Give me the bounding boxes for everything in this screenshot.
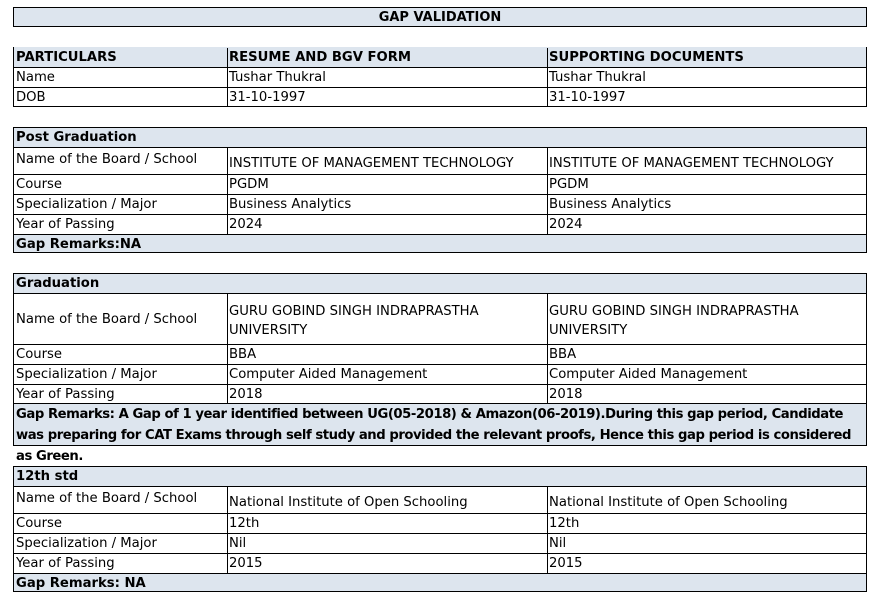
resume-value: Nil bbox=[227, 533, 547, 553]
row-label: Specialization / Major bbox=[14, 533, 227, 553]
gap-remarks: Gap Remarks: A Gap of 1 year identified between UG(05-2018) & Amazon(06-2019).During this gap period, Candidate was preparing for CAT Exams through self study and provided the relevant proofs, Hence this gap period is considered as Green. bbox=[14, 403, 866, 445]
section-heading: Graduation bbox=[14, 274, 866, 293]
docs-value: Business Analytics bbox=[547, 194, 866, 214]
resume-value: National Institute of Open Schooling bbox=[227, 486, 547, 513]
docs-value: 31-10-1997 bbox=[549, 90, 626, 105]
identity-table bbox=[13, 47, 867, 107]
page-title: GAP VALIDATION bbox=[13, 7, 867, 27]
col-docs-header: SUPPORTING DOCUMENTS bbox=[549, 50, 744, 65]
docs-value: Nil bbox=[547, 533, 866, 553]
resume-value: 2018 bbox=[227, 384, 547, 403]
resume-value: 2024 bbox=[227, 214, 547, 234]
docs-value: 2024 bbox=[547, 214, 866, 234]
resume-value: Business Analytics bbox=[227, 194, 547, 214]
resume-value: PGDM bbox=[227, 174, 547, 194]
docs-value: 12th bbox=[547, 513, 866, 533]
section-heading: 12th std bbox=[14, 467, 866, 486]
graduation-section bbox=[13, 273, 867, 464]
docs-value: Computer Aided Management bbox=[547, 364, 866, 384]
col-resume-header: RESUME AND BGV FORM bbox=[229, 50, 412, 65]
row-label: Course bbox=[14, 174, 227, 194]
docs-value: National Institute of Open Schooling bbox=[547, 486, 866, 513]
resume-value: Computer Aided Management bbox=[227, 364, 547, 384]
gap-remarks: Gap Remarks:NA bbox=[14, 234, 866, 252]
docs-value: GURU GOBIND SINGH INDRAPRASTHA UNIVERSITY bbox=[547, 293, 866, 344]
row-label: Year of Passing bbox=[14, 214, 227, 234]
row-label: Name bbox=[16, 70, 55, 85]
docs-value: BBA bbox=[547, 344, 866, 364]
post-graduation-section bbox=[13, 127, 867, 253]
section-heading: Post Graduation bbox=[14, 128, 866, 147]
row-label: Specialization / Major bbox=[14, 194, 227, 214]
docs-value: PGDM bbox=[547, 174, 866, 194]
col-particulars-header: PARTICULARS bbox=[16, 50, 117, 65]
docs-value: 2018 bbox=[547, 384, 866, 403]
row-label: Name of the Board / School bbox=[14, 147, 227, 174]
twelfth-section bbox=[13, 466, 867, 592]
resume-value: INSTITUTE OF MANAGEMENT TECHNOLOGY bbox=[227, 147, 547, 174]
resume-value: GURU GOBIND SINGH INDRAPRASTHA UNIVERSITY bbox=[227, 293, 547, 344]
row-label: Year of Passing bbox=[14, 384, 227, 403]
row-label: Name of the Board / School bbox=[14, 486, 227, 513]
docs-value: Tushar Thukral bbox=[549, 70, 646, 85]
gap-remarks: Gap Remarks: NA bbox=[14, 573, 866, 591]
row-label: Course bbox=[14, 344, 227, 364]
resume-value: Tushar Thukral bbox=[229, 70, 326, 85]
docs-value: INSTITUTE OF MANAGEMENT TECHNOLOGY bbox=[547, 147, 866, 174]
row-label: Year of Passing bbox=[14, 553, 227, 573]
resume-value: BBA bbox=[227, 344, 547, 364]
row-label: Course bbox=[14, 513, 227, 533]
row-label: Name of the Board / School bbox=[14, 293, 227, 344]
resume-value: 2015 bbox=[227, 553, 547, 573]
resume-value: 12th bbox=[227, 513, 547, 533]
row-label: DOB bbox=[16, 90, 46, 105]
docs-value: 2015 bbox=[547, 553, 866, 573]
row-label: Specialization / Major bbox=[14, 364, 227, 384]
resume-value: 31-10-1997 bbox=[229, 90, 306, 105]
